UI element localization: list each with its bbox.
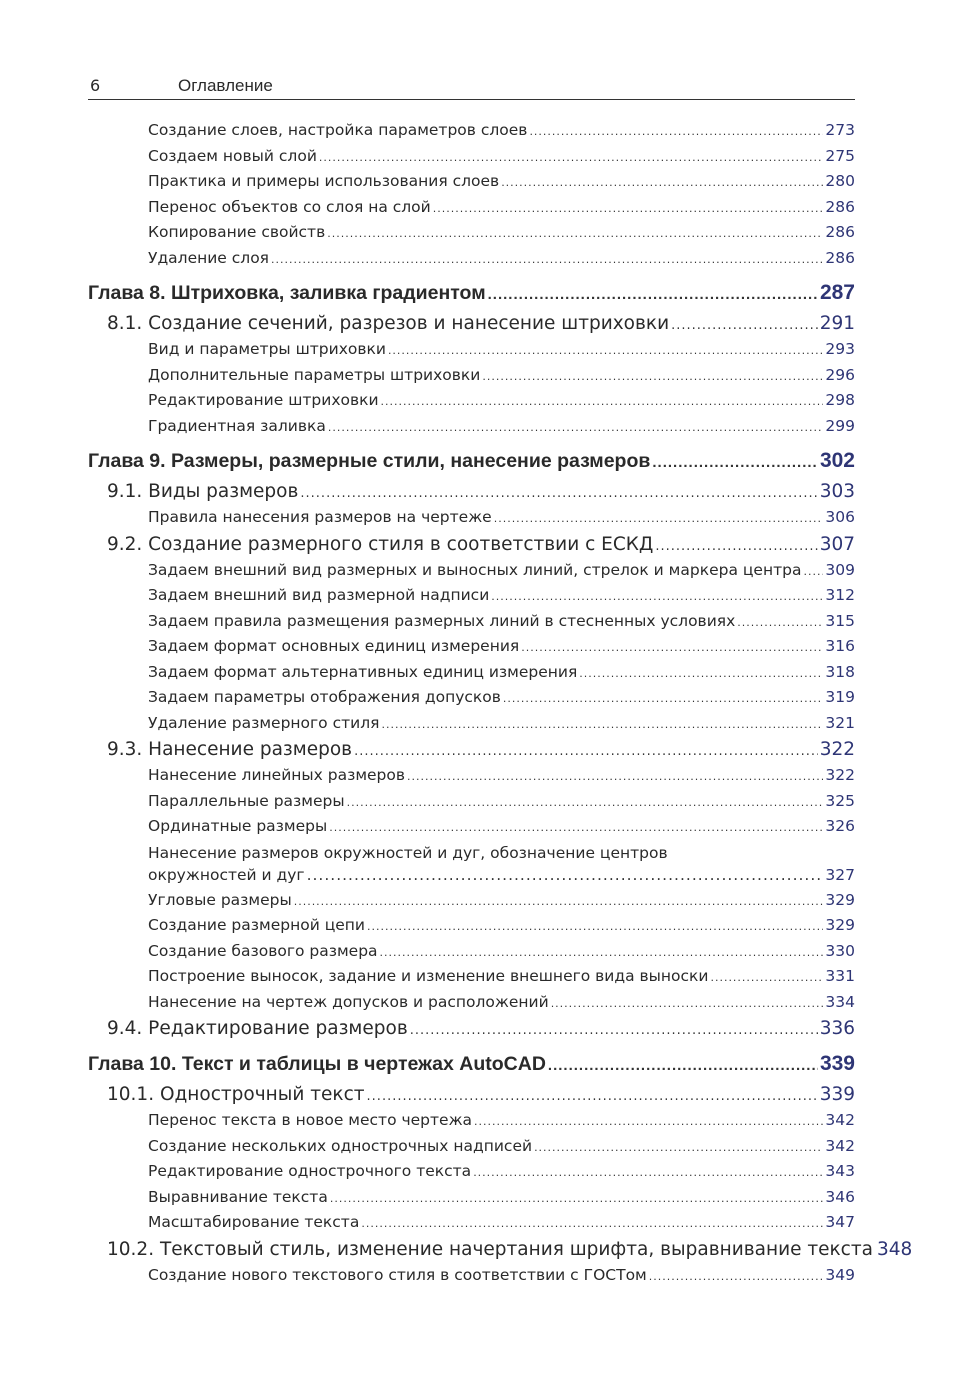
- toc-entry-subsection[interactable]: [88, 388, 855, 414]
- entry-page: 336: [819, 1018, 855, 1039]
- entry-page: 326: [825, 817, 855, 835]
- toc-entry-subsection[interactable]: [88, 246, 855, 272]
- entry-page: 330: [825, 941, 855, 960]
- entry-page: 325: [825, 791, 855, 810]
- entry-page: 331: [825, 967, 855, 985]
- running-title: Оглавление: [178, 76, 273, 95]
- entry-title: Ординатные размеры: [148, 817, 328, 835]
- dot-leader: [655, 533, 817, 560]
- dot-leader: [649, 1264, 824, 1290]
- entry-page: 321: [825, 713, 855, 732]
- entry-page: 309: [825, 560, 855, 579]
- entry-page: 318: [825, 662, 855, 681]
- entry-title: Правила нанесения размеров на чертеже: [148, 508, 492, 526]
- entry-title: Задаем внешний вид размерной надписи: [148, 586, 490, 604]
- entry-title: Задаем формат альтернативных единиц измерения: [148, 662, 578, 681]
- entry-title: 9.1. Виды размеров: [107, 481, 299, 502]
- entry-title: Масштабирование текста: [148, 1213, 360, 1231]
- entry-page: 334: [825, 992, 855, 1011]
- toc-entry-subsection[interactable]: [88, 1185, 855, 1211]
- toc-entry-subsection[interactable]: [88, 888, 855, 914]
- dot-leader: [503, 686, 824, 712]
- entry-title: Глава 8. Штриховка, заливка градиентом: [88, 282, 486, 304]
- toc-entry-subsection[interactable]: [88, 711, 855, 737]
- entry-page: 275: [825, 146, 855, 165]
- dot-leader: [521, 635, 823, 661]
- toc-entry-section[interactable]: [88, 478, 855, 505]
- page-number: 6: [90, 76, 101, 95]
- entry-title: Вид и параметры штриховки: [148, 340, 386, 358]
- entry-page: 298: [825, 391, 855, 409]
- entry-page: 286: [825, 223, 855, 241]
- entry-title: Глава 9. Размеры, размерные стили, нанесение размеров: [88, 450, 651, 472]
- entry-title: Удаление размерного стиля: [148, 713, 380, 732]
- dot-leader: [548, 1053, 818, 1079]
- entry-page: 316: [825, 637, 855, 655]
- dot-leader: [488, 282, 818, 308]
- toc-entry-subsection[interactable]: [88, 763, 855, 789]
- toc-entry-subsection[interactable]: [88, 964, 855, 990]
- dot-leader: [329, 815, 823, 841]
- entry-page: 349: [825, 1265, 855, 1284]
- toc-entry-subsection[interactable]: [88, 1134, 855, 1160]
- entry-page: 293: [825, 340, 855, 358]
- toc-entry-subsection[interactable]: [88, 685, 855, 711]
- entry-page: 339: [819, 1052, 855, 1075]
- dot-leader: [501, 170, 823, 196]
- toc-entry-section[interactable]: [88, 1015, 855, 1042]
- entry-page: 303: [819, 481, 855, 502]
- toc-entry-subsection[interactable]: [88, 939, 855, 965]
- dot-leader: [381, 712, 823, 738]
- entry-title: Нанесение линейных размеров: [148, 766, 406, 784]
- toc-entry-subsection[interactable]: [88, 169, 855, 195]
- entry-title: Построение выносок, задание и изменение внешнего вида выноски: [148, 967, 709, 985]
- entry-title: 10.1. Однострочный текст: [107, 1084, 365, 1105]
- dot-leader: [652, 450, 818, 476]
- entry-title: Перенос текста в новое место чертежа: [148, 1111, 473, 1129]
- entry-title: Параллельные размеры: [148, 791, 345, 810]
- toc-entry-subsection[interactable]: [88, 660, 855, 686]
- entry-title: Глава 10. Текст и таблицы в чертежах AutoCAD: [88, 1053, 546, 1075]
- toc-entry-subsection[interactable]: [88, 144, 855, 170]
- entry-page: 329: [825, 916, 855, 934]
- toc-entry-subsection[interactable]: [88, 337, 855, 363]
- dot-leader: [388, 338, 823, 364]
- entry-page: 322: [825, 766, 855, 784]
- toc-entry-subsection[interactable]: [88, 609, 855, 635]
- entry-page: 299: [825, 416, 855, 435]
- dot-leader: [367, 1083, 818, 1110]
- entry-title: Редактирование однострочного текста: [148, 1162, 472, 1180]
- toc-entry-section[interactable]: [88, 1236, 913, 1263]
- toc-entry-section[interactable]: [88, 310, 855, 337]
- dot-leader: [327, 221, 823, 247]
- dot-leader: [354, 738, 818, 765]
- entry-title: Создаем новый слой: [148, 146, 317, 165]
- entry-title: Задаем внешний вид размерных и выносных линий, стрелок и маркера центра: [148, 560, 802, 579]
- entry-page: 286: [825, 248, 855, 267]
- entry-title: Нанесение размеров окружностей и дуг, обозначение центров: [148, 843, 668, 862]
- entry-page: 286: [825, 197, 855, 216]
- entry-title: Перенос объектов со слоя на слой: [148, 197, 431, 216]
- toc-entry-subsection[interactable]: [88, 195, 855, 221]
- entry-page: 347: [825, 1213, 855, 1231]
- dot-leader: [361, 1211, 823, 1237]
- entry-page: 287: [819, 281, 855, 304]
- entry-title: Редактирование штриховки: [148, 391, 379, 409]
- toc-entry-subsection[interactable]: [88, 990, 855, 1016]
- toc-entry-subsection[interactable]: [88, 634, 855, 660]
- entry-title: Создание нового текстового стиля в соответствии с ГОСТом: [148, 1265, 647, 1284]
- dot-leader: [671, 312, 818, 339]
- toc-entry-subsection[interactable]: [88, 558, 855, 584]
- entry-title: 9.4. Редактирование размеров: [107, 1018, 408, 1039]
- toc-entry-subsection[interactable]: [88, 505, 855, 531]
- dot-leader: [494, 506, 824, 532]
- running-header: [88, 74, 855, 100]
- toc-entry-subsection[interactable]: [88, 913, 855, 939]
- toc-entry-section[interactable]: [88, 736, 855, 763]
- toc-entry-section[interactable]: [88, 1081, 855, 1108]
- dot-leader: [803, 559, 823, 585]
- dot-leader: [529, 119, 823, 145]
- dot-leader: [410, 1017, 818, 1044]
- toc-entry-subsection[interactable]: [88, 842, 855, 886]
- toc-entry-subsection[interactable]: [88, 789, 855, 815]
- entry-title: Создание размерной цепи: [148, 916, 365, 934]
- entry-title: Создание нескольких однострочных надписей: [148, 1136, 533, 1155]
- entry-page: 307: [819, 533, 855, 555]
- dot-leader: [433, 196, 824, 222]
- toc-entry-subsection[interactable]: [88, 814, 855, 840]
- entry-page: 273: [825, 121, 855, 139]
- entry-title: Задаем формат основных единиц измерения: [148, 637, 520, 655]
- dot-leader: [737, 610, 823, 636]
- entry-title: Нанесение на чертеж допусков и расположений: [148, 992, 549, 1011]
- toc-entry-subsection[interactable]: [88, 118, 855, 144]
- toc-entry-subsection[interactable]: [88, 1210, 855, 1236]
- toc-entry-subsection[interactable]: [88, 1159, 855, 1185]
- entry-title: 8.1. Создание сечений, разрезов и нанесение штриховки: [107, 313, 670, 334]
- entry-page: 315: [825, 611, 855, 630]
- dot-leader: [491, 584, 823, 610]
- toc-entry-subsection[interactable]: [88, 220, 855, 246]
- entry-title: Градиентная заливка: [148, 416, 326, 435]
- dot-leader: [380, 940, 824, 966]
- toc-entry-chapter[interactable]: [88, 280, 855, 306]
- entry-title: 9.2. Создание размерного стиля в соответствии с ЕСКД: [107, 533, 654, 555]
- dot-leader: [710, 965, 823, 991]
- entry-page: 306: [825, 508, 855, 526]
- entry-page: 327: [825, 865, 855, 884]
- entry-page: 346: [825, 1187, 855, 1206]
- entry-page: 342: [825, 1136, 855, 1155]
- entry-title: Создание слоев, настройка параметров слоев: [148, 121, 528, 139]
- dot-leader: [473, 1160, 823, 1186]
- dot-leader: [482, 364, 823, 390]
- entry-title: Дополнительные параметры штриховки: [148, 365, 481, 384]
- entry-title: 9.3. Нанесение размеров: [107, 739, 353, 760]
- toc-entry-chapter[interactable]: [88, 1051, 855, 1077]
- toc-entry-section[interactable]: [88, 531, 855, 558]
- dot-leader: [330, 1186, 824, 1212]
- entry-page: 296: [825, 365, 855, 384]
- entry-title: Практика и примеры использования слоев: [148, 172, 500, 190]
- entry-page: 312: [825, 586, 855, 604]
- entry-page: 343: [825, 1162, 855, 1180]
- dot-leader: [381, 389, 824, 415]
- dot-leader: [307, 864, 824, 886]
- dot-leader: [294, 889, 824, 915]
- entry-title: Выравнивание текста: [148, 1187, 328, 1206]
- dot-leader: [300, 480, 817, 507]
- toc-entry-subsection[interactable]: [88, 1108, 855, 1134]
- toc-entry-chapter[interactable]: [88, 448, 855, 474]
- entry-title: Задаем параметры отображения допусков: [148, 688, 501, 706]
- toc-entry-subsection[interactable]: [88, 363, 855, 389]
- toc-entry-subsection[interactable]: [88, 583, 855, 609]
- dot-leader: [551, 991, 824, 1017]
- entry-page: 329: [825, 890, 855, 909]
- entry-title: Копирование свойств: [148, 223, 326, 241]
- dot-leader: [407, 764, 823, 790]
- entry-page: 302: [819, 449, 855, 472]
- toc-entry-subsection[interactable]: [88, 414, 855, 440]
- entry-page: 339: [819, 1084, 855, 1105]
- dot-leader: [534, 1135, 823, 1161]
- entry-page: 342: [825, 1111, 855, 1129]
- dot-leader: [347, 790, 824, 816]
- dot-leader: [328, 415, 824, 441]
- entry-page: 280: [825, 172, 855, 190]
- entry-page: 319: [825, 688, 855, 706]
- entry-title: 10.2. Текстовый стиль, изменение начертания шрифта, выравнивание текста: [107, 1238, 873, 1260]
- dot-leader: [367, 914, 823, 940]
- entry-page: 322: [819, 739, 855, 760]
- dot-leader: [319, 145, 824, 171]
- entry-page: 291: [819, 313, 855, 334]
- table-of-contents: [88, 118, 913, 1288]
- entry-title: Создание базового размера: [148, 941, 378, 960]
- entry-title-continued: окружностей и дуг: [148, 865, 305, 884]
- dot-leader: [271, 247, 823, 273]
- dot-leader: [474, 1109, 823, 1135]
- entry-title: Задаем правила размещения размерных линий в стесненных условиях: [148, 611, 736, 630]
- entry-page: 348: [876, 1238, 913, 1260]
- toc-entry-subsection[interactable]: [88, 1263, 855, 1289]
- entry-title: Удаление слоя: [148, 248, 270, 267]
- dot-leader: [579, 661, 823, 687]
- entry-title: Угловые размеры: [148, 890, 292, 909]
